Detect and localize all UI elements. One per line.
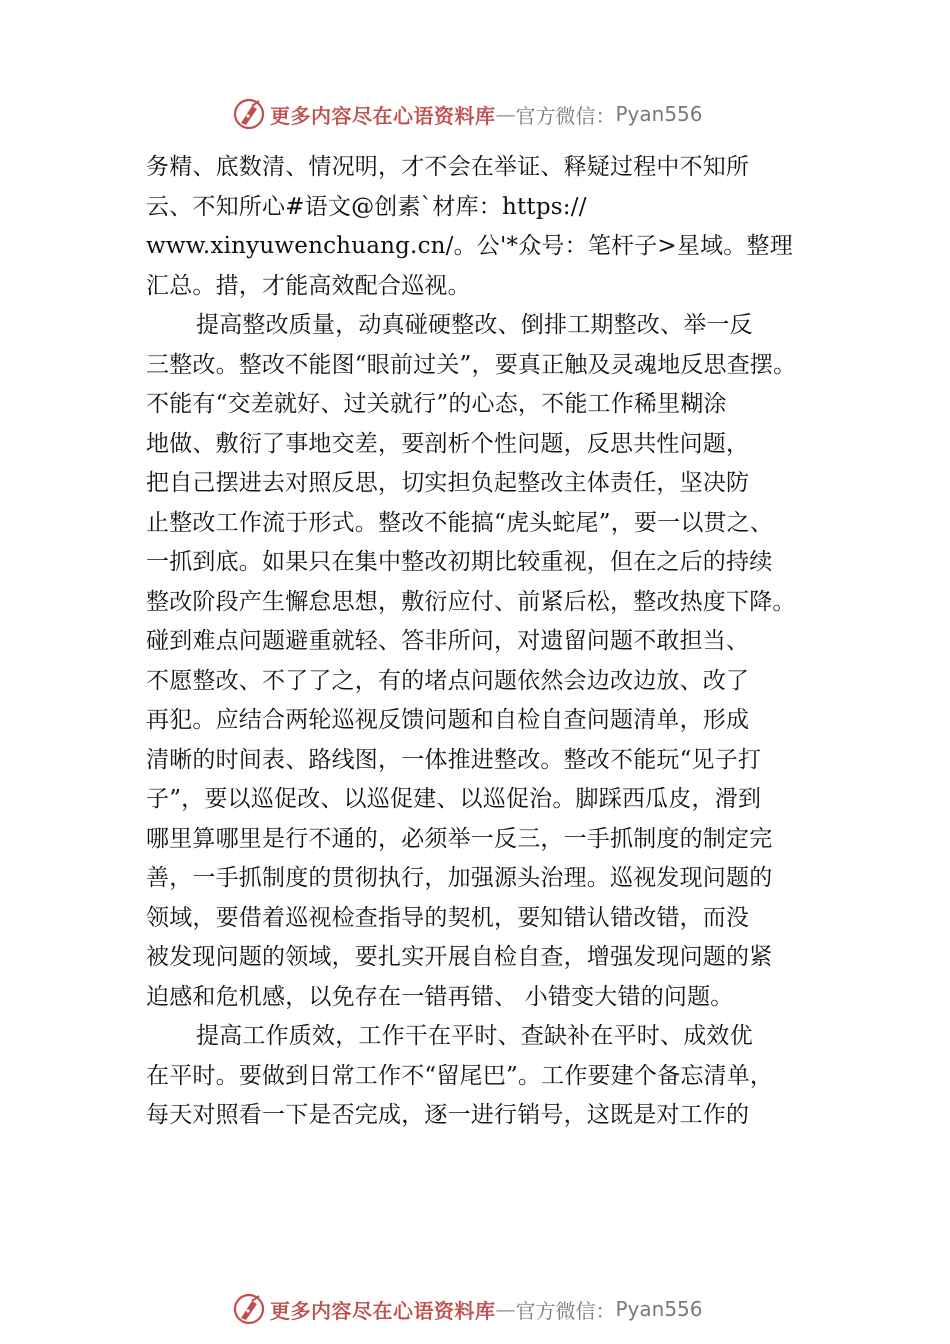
text-line: 整改阶段产生懈怠思想，敷衍应付、前紧后松，整改热度下降。 [146,588,796,615]
text-line: 哪里算哪里是行不通的，必须举一反三，一手抓制度的制定完 [146,825,773,852]
document-body [146,148,846,1136]
header-banner [232,94,752,134]
banner-title: 更多内容尽在心语资料库 [270,1298,496,1323]
text-line: 提高整改质量，动真碰硬整改、倒排工期整改、举一反 [196,312,753,338]
banner-separator: — [495,102,516,126]
text-line: 提高工作质效，工作干在平时、查缺补在平时、成效优 [196,1023,753,1049]
text-line: 迫感和危机感，以免存在一错再错、 小错变大错的问题。 [146,983,734,1010]
banner-wechat-id: Pyan556 [615,1297,703,1321]
text-line: 碰到难点问题避重就轻、答非所问，对遗留问题不敢担当、 [146,628,750,654]
text-line: 每天对照看一下是否完成，逐一进行销号，这既是对工作的 [146,1102,750,1128]
banner-title: 更多内容尽在心语资料库 [270,103,496,128]
text-line: 在平时。要做到日常工作不“留尾巴”。工作要建个备忘清单， [146,1062,774,1089]
pen-nib-logo-icon [232,97,266,131]
text-line: 不愿整改、不了了之，有的堵点问题依然会边改边放、改了 [146,667,750,694]
text-line: 止整改工作流于形式。整改不能搞“虎头蛇尾”，要一以贯之、 [146,509,774,536]
banner-wechat-label: 官方微信： [515,103,616,128]
text-line: 清晰的时间表、路线图，一体推进整改。整改不能玩“见子打 [146,746,762,773]
banner-wechat-label: 官方微信： [515,1298,616,1323]
banner-separator: — [495,1297,516,1321]
text-line: 被发现问题的领域，要扎实开展自检自查，增强发现问题的紧 [146,944,773,970]
banner-wechat-id: Pyan556 [615,102,703,126]
text-line: 领域，要借着巡视检查指导的契机，要知错认错改错，而没 [146,904,750,931]
footer-banner [232,1289,752,1329]
text-line: 一抓到底。如果只在集中整改初期比较重视，但在之后的持续 [146,549,773,575]
text-line: 三整改。整改不能图“眼前过关”，要真正触及灵魂地反思查摆。 [146,351,797,378]
text-line: 云、不知所心#语文@创素`材库：https:// [146,193,587,220]
text-line: 务精、底数清、情况明，才不会在举证、释疑过程中不知所 [146,154,750,180]
pen-nib-logo-icon [232,1292,266,1326]
text-line: 子”，要以巡促改、以巡促建、以巡促治。脚踩西瓜皮，滑到 [146,786,762,812]
text-line: 把自己摆进去对照反思，切实担负起整改主体责任，坚决防 [146,470,750,496]
text-line: 汇总。措，才能高效配合巡视。 [146,272,471,299]
text-line: 不能有“交差就好、过关就行”的心态，不能工作稀里糊涂 [146,391,727,417]
text-line: www.xinyuwenchuang.cn/。公'*众号：笔杆子>星域。整理 [146,233,793,259]
text-line: 地做、敷衍了事地交差，要剖析个性问题，反思共性问题， [146,430,750,457]
text-line: 善，一手抓制度的贯彻执行，加强源头治理。巡视发现问题的 [146,865,773,891]
text-line: 再犯。应结合两轮巡视反馈问题和自检自查问题清单，形成 [146,707,750,733]
